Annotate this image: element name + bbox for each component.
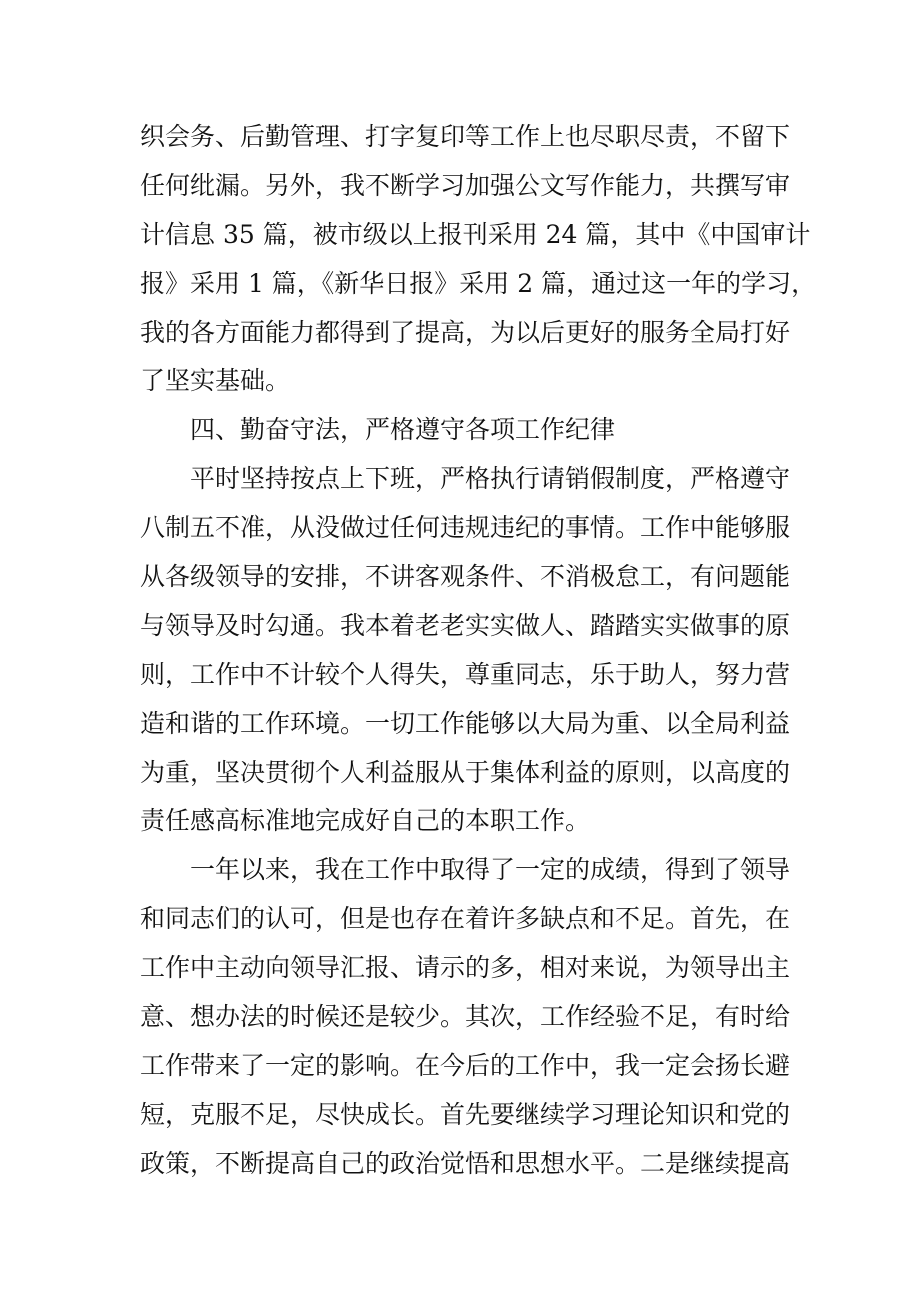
text-line: 织会务、后勤管理、打字复印等工作上也尽职尽责，不留下 xyxy=(140,122,791,151)
text-line: 政策，不断提高自己的政治觉悟和思想水平。二是继续提高 xyxy=(140,1148,791,1178)
document-body xyxy=(140,113,817,1189)
text-line: 八制五不准，从没做过任何违规违纪的事情。工作中能够服 xyxy=(140,513,791,543)
text-line: 责任感高标准地完成好自己的本职工作。 xyxy=(140,806,591,836)
text-line: 报》采用 1 篇，《新华日报》采用 2 篇，通过这一年的学习， xyxy=(140,268,817,298)
text-line: 工作带来了一定的影响。在今后的工作中，我一定会扬长避 xyxy=(140,1050,791,1080)
text-line: 了坚实基础。 xyxy=(140,366,291,396)
text-line: 意、想办法的时候还是较少。其次，工作经验不足，有时给 xyxy=(140,1002,791,1032)
text-line: 则，工作中不计较个人得失，尊重同志，乐于助人，努力营 xyxy=(140,659,791,689)
text-line: 短，克服不足，尽快成长。首先要继续学习理论知识和党的 xyxy=(140,1099,791,1129)
text-line: 我的各方面能力都得到了提高，为以后更好的服务全局打好 xyxy=(140,317,791,347)
text-line: 与领导及时勾通。我本着老老实实做人、踏踏实实做事的原 xyxy=(140,610,791,640)
text-line: 为重，坚决贯彻个人利益服从于集体利益的原则，以高度的 xyxy=(140,757,791,787)
text-line: 造和谐的工作环境。一切工作能够以大局为重、以全局利益 xyxy=(140,708,791,738)
text-line: 工作中主动向领导汇报、请示的多，相对来说，为领导出主 xyxy=(140,953,791,983)
text-line: 一年以来，我在工作中取得了一定的成绩，得到了领导 xyxy=(190,855,791,885)
section-heading: 四、勤奋守法，严格遵守各项工作纪律 xyxy=(190,415,616,445)
text-line: 任何纰漏。另外，我不断学习加强公文写作能力，共撰写审 xyxy=(140,170,791,200)
text-line: 平时坚持按点上下班，严格执行请销假制度，严格遵守 xyxy=(190,464,791,494)
text-line: 从各级领导的安排，不讲客观条件、不消极怠工，有问题能 xyxy=(140,562,791,592)
text-line: 计信息 35 篇，被市级以上报刊采用 24 篇，其中《中国审计 xyxy=(140,219,811,249)
text-line: 和同志们的认可，但是也存在着许多缺点和不足。首先，在 xyxy=(140,904,791,934)
